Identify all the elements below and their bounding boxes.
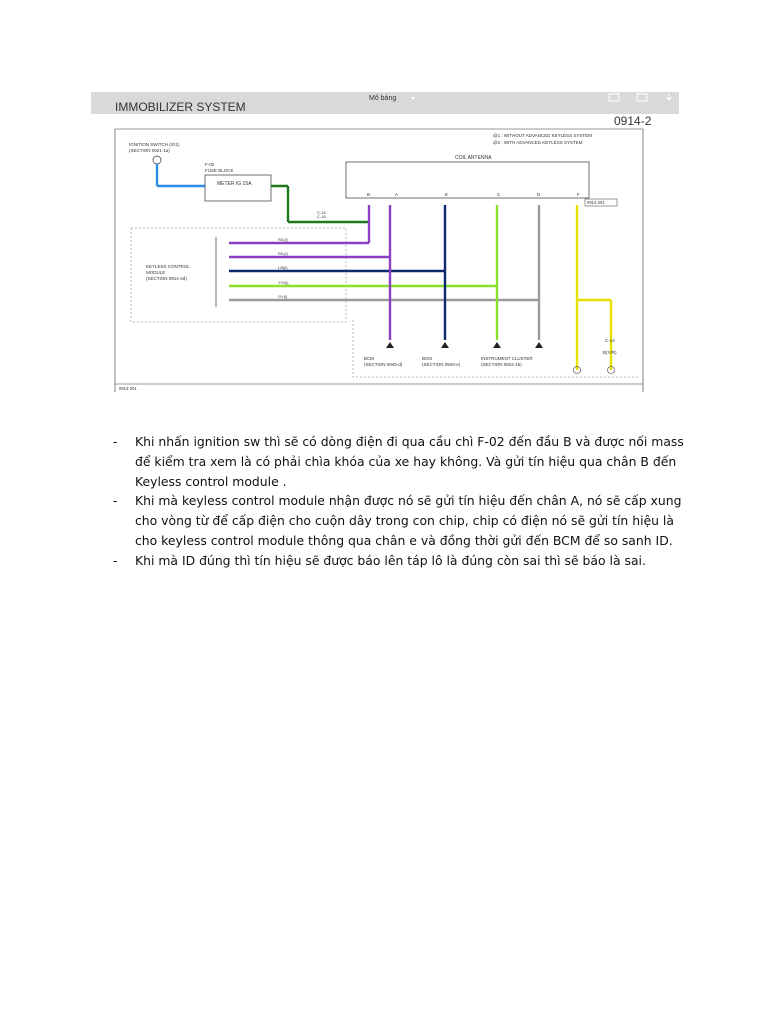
coil-antenna-label: COIL ANTENNA [455,155,492,161]
connector-c16-a: C-16 [317,214,326,219]
c14-label: C-14 [605,338,615,343]
immobilizer-wiring-diagram [91,92,679,392]
pin-e: E [445,192,449,197]
wire-label-5: GY(l) [278,294,288,299]
keyless-module-sub: MODULE [146,270,166,275]
note-text: Khi nhấn ignition sw thì sẽ có dòng điện đi qua cầu chì F-02 đến đầu B và được nối mass để kiểm tra xem là có phải chìa khóa của xe hay không. Và gửi tín hiệu qua chân B đến Keyless control module . [135,434,684,489]
wire-label-4: Y/G(l) [278,280,289,285]
footer-code: 0914-201 [119,386,137,391]
add-icon[interactable] [609,94,619,101]
note-item: - Khi mà ID đúng thì tín hiệu sẽ được báo lên táp lô là đúng còn sai thì sẽ báo là sai. [113,552,646,568]
pin-a: A [395,192,399,197]
ground-code: B(Y/R) [603,350,617,355]
print-icon[interactable] [637,94,647,101]
note-item: - Khi mà keyless control module nhận được nó sẽ gửi tín hiệu đến chân A, nó sẽ cấp xung cho vòng từ để cấp điện cho cuộn dây trong con chip, chip có điện nó sẽ gửi tín hiệu là cho keyless control module thông qua chân e và đồng thời gửi đến BCM để so sanh ID. [113,493,682,548]
keyless-module-label: KEYLESS CONTROL [146,264,190,269]
note-text: Khi mà keyless control module nhận được nó sẽ gửi tín hiệu đến chân A, nó sẽ cấp xung cho vòng từ để cấp điện cho cuộn dây trong con chip, chip có điện nó sẽ gửi tín hiệu là cho keyless control module thông qua chân e và đồng thời gửi đến BCM để so sanh ID. [135,493,682,548]
fuse-block-box [205,175,271,201]
cluster-section: (SECTION 0922-1b) [481,362,522,367]
pin-c: C [497,192,501,197]
wire-label-1: R/L(l) [278,237,288,242]
legend-1: @1 : WITHOUT ADVANCED KEYLESS SYSTEM [493,133,592,138]
keyless-module-section: (SECTION 0914-4d) [146,276,187,281]
fuse-block-id: F-02 [205,162,215,167]
pin-f: F [577,192,580,197]
notes-list [113,432,693,571]
meter-fuse-label: METER IG 15A [217,181,252,187]
note-text: Khi mà ID đúng thì tín hiệu sẽ được báo lên táp lô là đúng còn sai thì sẽ báo là sai. [135,552,646,568]
bcm-2-section: (SECTION 0940-e) [422,362,461,367]
connector-c16-b: C-16 [317,210,326,215]
chevron-down-icon[interactable] [411,97,415,100]
ignition-switch-label: IGNITION SWITCH (IG1) [129,142,180,147]
bcm-1-section: (SECTION 0940-d) [364,362,403,367]
connector-ref: 0914-201 [587,200,605,205]
download-icon[interactable] [666,94,672,100]
diagram-title: IMMOBILIZER SYSTEM [115,100,246,114]
bcm-1-label: BCM [364,356,374,361]
toolbar-mode-label[interactable]: Mô bảng [369,95,397,102]
diagram-page-code: 0914-2 [614,114,652,128]
schematic [91,92,679,392]
wire-label-2: R/L(l) [278,251,288,256]
fuse-block-label: FUSE BLOCK [205,168,234,173]
cluster-label: INSTRUMENT CLUSTER [481,356,533,361]
note-item: - Khi nhấn ignition sw thì sẽ có dòng điện đi qua cầu chì F-02 đến đầu B và được nối mass để kiểm tra xem là có phải chìa khóa của xe hay không. Và gửi tín hiệu qua chân B đến Keyless control module . [113,434,684,489]
ignition-switch-section: (SECTION 0921-1a) [129,148,170,153]
legend-2: @2 : WITH ADVANCED KEYLESS SYSTEM [493,140,583,145]
coil-antenna-box [346,162,589,198]
pin-d: D [537,192,541,197]
wire-label-3: L/B(l) [278,265,288,270]
pin-b: B [367,192,371,197]
bcm-2-label: BCM [422,356,432,361]
